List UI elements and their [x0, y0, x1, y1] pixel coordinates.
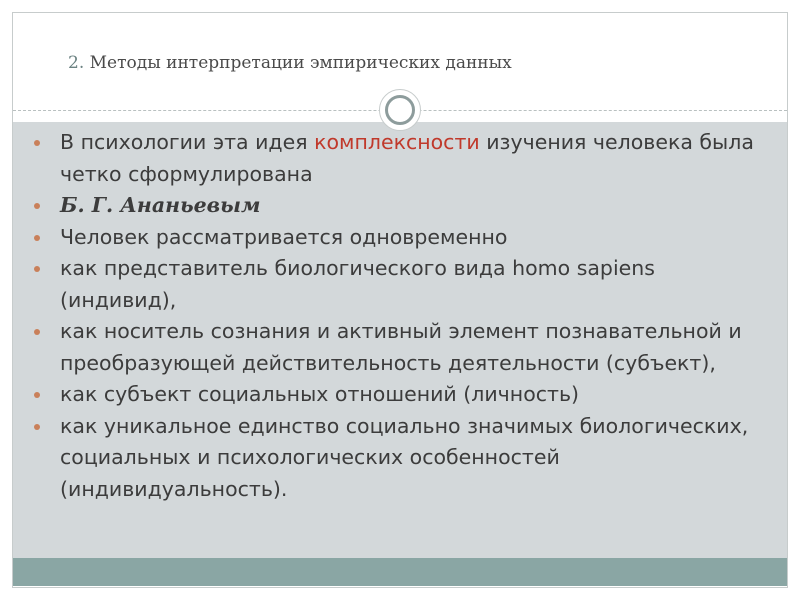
list-item	[34, 316, 774, 379]
list-item	[34, 411, 774, 506]
list-item-text: как представитель биологического вида homo sapiens (индивид),	[60, 256, 655, 312]
bullet-dot-icon	[34, 266, 40, 272]
bottom-bar	[13, 558, 787, 586]
list-item-text: Человек рассматривается одновременно	[60, 224, 508, 249]
title-number: 2.	[68, 53, 85, 73]
list-item-text-after: изучения человека была четко сформулирована	[60, 130, 754, 186]
list-item	[34, 222, 774, 254]
bullet-dot-icon	[34, 424, 40, 430]
list-item	[34, 127, 774, 190]
list-item	[34, 379, 774, 411]
bullet-list	[34, 127, 774, 505]
bullet-dot-icon	[34, 392, 40, 398]
list-item-author: Б. Г. Ананьевым	[60, 193, 261, 217]
list-item	[34, 190, 774, 222]
bullet-dot-icon	[34, 329, 40, 335]
circle-ornament-ring	[385, 95, 415, 125]
list-item	[34, 253, 774, 316]
list-item-text: как уникальное единство социально значимых биологических, социальных и психологических особенностей (индивидуальность).	[60, 413, 749, 501]
list-item-text: как субъект социальных отношений (личность)	[60, 382, 580, 406]
list-item-text: как носитель сознания и активный элемент познавательной и преобразующей действительность деятельности (субъект),	[60, 319, 742, 375]
title-text: Методы интерпретации эмпирических данных	[84, 53, 512, 73]
list-item-text-before: В психологии эта идея	[60, 130, 315, 154]
bullet-dot-icon	[34, 140, 40, 146]
list-item-accent-word: комплексности	[314, 130, 480, 154]
bullet-dot-icon	[34, 235, 40, 241]
circle-ornament	[379, 89, 421, 131]
slide-title	[68, 53, 512, 73]
bullet-dot-icon	[34, 203, 40, 209]
